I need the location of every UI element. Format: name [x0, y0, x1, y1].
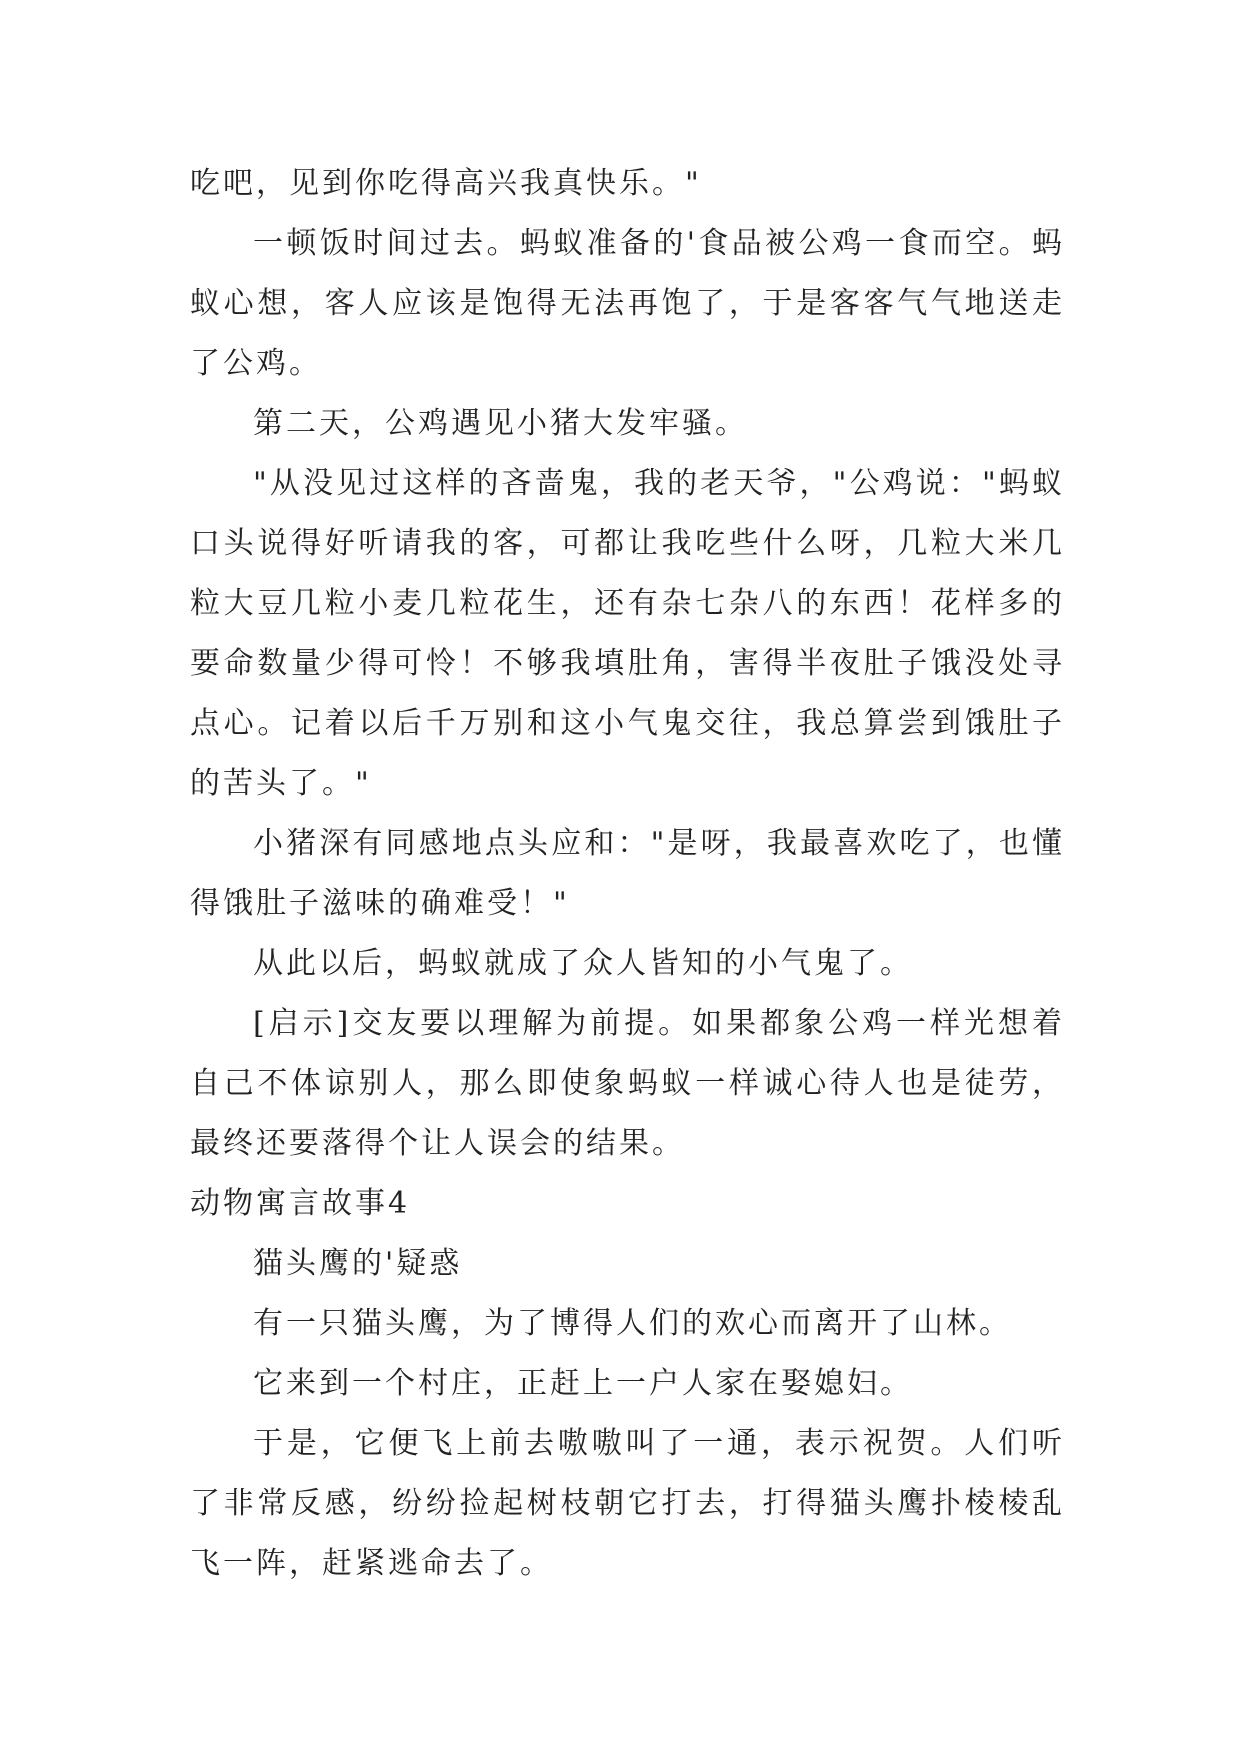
paragraph: [启示]交友要以理解为前提。如果都象公鸡一样光想着自己不体谅别人，那么即使象蚂蚁一样诚心待人也是徒劳，最终还要落得个让人误会的结果。	[190, 1006, 1065, 1161]
paragraph: 从此以后，蚂蚁就成了众人皆知的小气鬼了。	[253, 946, 913, 981]
section-heading: 动物寓言故事4	[190, 1186, 411, 1221]
story-title: 猫头鹰的'疑惑	[253, 1246, 463, 1281]
paragraph: 一顿饭时间过去。蚂蚁准备的'食品被公鸡一食而空。蚂蚁心想，客人应该是饱得无法再饱了，于是客客气气地送走了公鸡。	[190, 226, 1065, 381]
paragraph: "从没见过这样的吝啬鬼，我的老天爷，"公鸡说："蚂蚁口头说得好听请我的客，可都让我吃些什么呀，几粒大米几粒大豆几粒小麦几粒花生，还有杂七杂八的东西！花样多的要命数量少得可怜！不够我填肚角，害得半夜肚子饿没处寻点心。记着以后千万别和这小气鬼交往，我总算尝到饿肚子的苦头了。"	[190, 466, 1065, 801]
paragraph-continuation: 吃吧，见到你吃得高兴我真快乐。"	[190, 166, 702, 201]
paragraph: 它来到一个村庄，正赶上一户人家在娶媳妇。	[253, 1366, 913, 1401]
paragraph: 第二天，公鸡遇见小猪大发牢骚。	[253, 406, 748, 441]
document-body	[190, 154, 1065, 1594]
paragraph: 于是，它便飞上前去嗷嗷叫了一通，表示祝贺。人们听了非常反感，纷纷捡起树枝朝它打去，打得猫头鹰扑棱棱乱飞一阵，赶紧逃命去了。	[190, 1426, 1065, 1581]
paragraph: 小猪深有同感地点头应和："是呀，我最喜欢吃了，也懂得饿肚子滋味的确难受！"	[190, 826, 1065, 921]
paragraph: 有一只猫头鹰，为了博得人们的欢心而离开了山林。	[253, 1306, 1012, 1341]
